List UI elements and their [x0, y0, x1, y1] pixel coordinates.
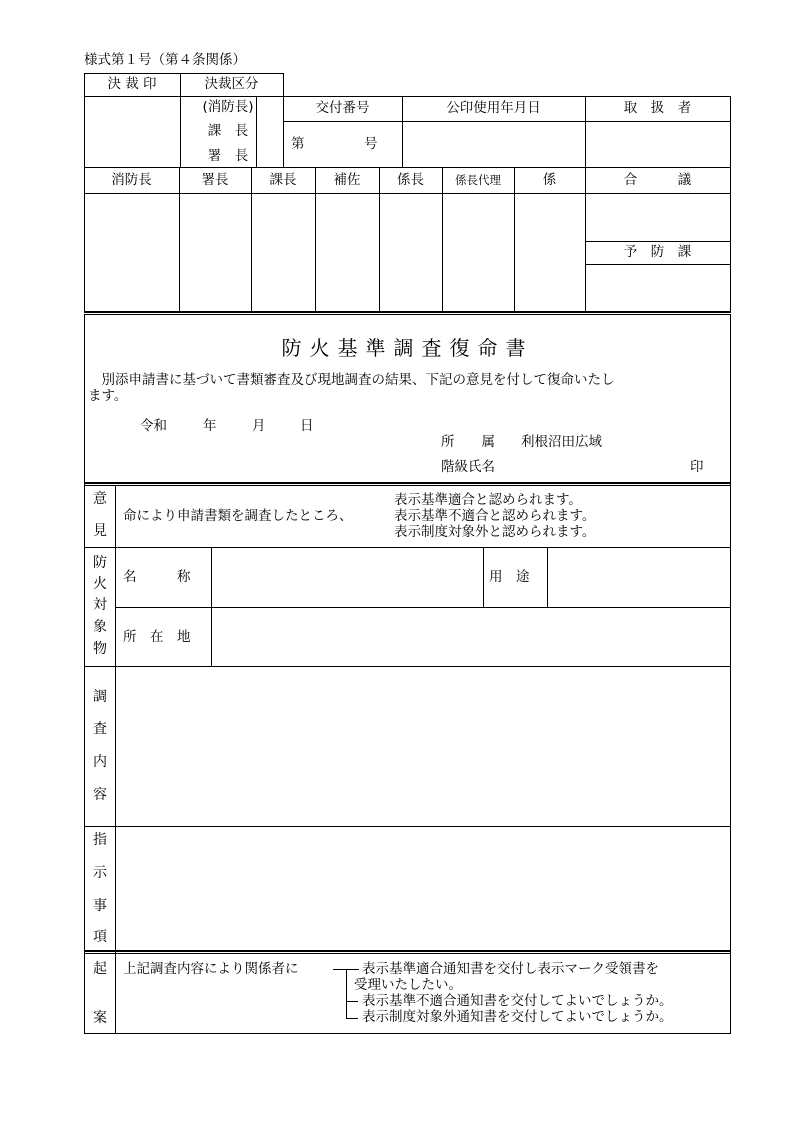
stamp-col-station-chief: 署長 — [201, 172, 229, 188]
opinion-lead: 命により申請書類を調査したところ、 — [123, 508, 353, 524]
stamp-col-assistant: 補佐 — [333, 172, 361, 188]
seal-use-date-label: 公印使用年月日 — [446, 100, 541, 116]
issue-number-prefix: 第 — [291, 136, 305, 152]
opinion-option-exempt: 表示制度対象外と認められます。 — [394, 524, 596, 540]
date-day: 日 — [300, 418, 314, 434]
use-field[interactable] — [548, 548, 729, 606]
name-field[interactable] — [212, 548, 482, 606]
handler-label: 取 扱 者 — [623, 100, 692, 116]
draft-option-exempt: 表示制度対象外通知書を交付してよいでしょうか。 — [362, 1009, 673, 1025]
division-chief: (消防長) — [202, 99, 254, 115]
opinion-option-conform: 表示基準適合と認められます。 — [394, 492, 582, 508]
rank-name-label: 階級氏名 — [441, 459, 495, 475]
instruction-label-4: 項 — [93, 929, 107, 945]
survey-label-3: 内 — [93, 754, 107, 770]
instruction-label-3: 事 — [93, 898, 107, 914]
survey-content-field[interactable] — [116, 667, 729, 825]
target-label-4: 象 — [93, 619, 107, 635]
division-section-chief: 課 長 — [207, 123, 249, 139]
date-month: 月 — [252, 418, 266, 434]
stamp-col-fire-chief: 消防長 — [111, 172, 152, 188]
opinion-option-nonconform: 表示基準不適合と認められます。 — [394, 508, 596, 524]
report-body-line1: 別添申請書に基づいて書類審査及び現地調査の結果、下記の意見を付して復命いたし — [88, 372, 615, 388]
survey-label-1: 調 — [93, 689, 107, 705]
target-label-5: 物 — [93, 641, 107, 657]
opinion-label-1: 意 — [93, 491, 107, 507]
stamp-col-staff: 係 — [542, 172, 557, 188]
stamp-col-deputy: 係長代理 — [455, 173, 501, 187]
report-title: 防火基準調査復命書 — [281, 336, 534, 360]
opinion-label-2: 見 — [93, 523, 107, 539]
seal-mark: 印 — [690, 459, 704, 475]
survey-label-4: 容 — [93, 787, 107, 803]
seal-label: 決 裁 印 — [107, 76, 157, 92]
location-field[interactable] — [212, 608, 729, 665]
survey-label-2: 査 — [93, 721, 107, 737]
affiliation-value: 利根沼田広域 — [521, 434, 602, 450]
instruction-label-1: 指 — [93, 832, 107, 848]
stamp-col-subsection-chief: 係長 — [397, 172, 424, 188]
division-station-chief: 署 長 — [207, 148, 249, 164]
report-body-line2: ます。 — [88, 388, 128, 404]
draft-option-conform-cont: 受理いたしたい。 — [354, 977, 462, 993]
draft-label-2: 案 — [93, 1010, 107, 1026]
target-label-1: 防 — [93, 555, 107, 571]
draft-label-1: 起 — [93, 961, 107, 977]
affiliation-label: 所 属 — [441, 434, 495, 450]
draft-option-conform: 表示基準適合通知書を交付し表示マーク受領書を — [362, 961, 659, 977]
stamp-col-section-chief: 課長 — [269, 172, 297, 188]
division-label: 決裁区分 — [204, 76, 259, 92]
draft-lead: 上記調査内容により関係者に — [123, 961, 299, 977]
target-label-2: 火 — [93, 576, 107, 592]
prevention-section-label: 予 防 課 — [623, 244, 692, 260]
date-year: 年 — [203, 418, 217, 434]
draft-option-nonconform: 表示基準不適合通知書を交付してよいでしょうか。 — [362, 993, 673, 1009]
date-era: 令和 — [140, 418, 167, 434]
consult-label: 合 議 — [623, 172, 692, 188]
form-number: 様式第１号（第４条関係） — [84, 52, 246, 68]
instruction-label-2: 示 — [93, 865, 107, 881]
issue-number-label: 交付番号 — [315, 100, 370, 116]
name-label: 名 称 — [123, 569, 191, 585]
instruction-field[interactable] — [116, 827, 729, 950]
target-label-3: 対 — [93, 597, 107, 613]
use-label: 用 途 — [489, 569, 530, 585]
issue-number-suffix: 号 — [364, 136, 378, 152]
location-label: 所 在 地 — [123, 629, 191, 645]
